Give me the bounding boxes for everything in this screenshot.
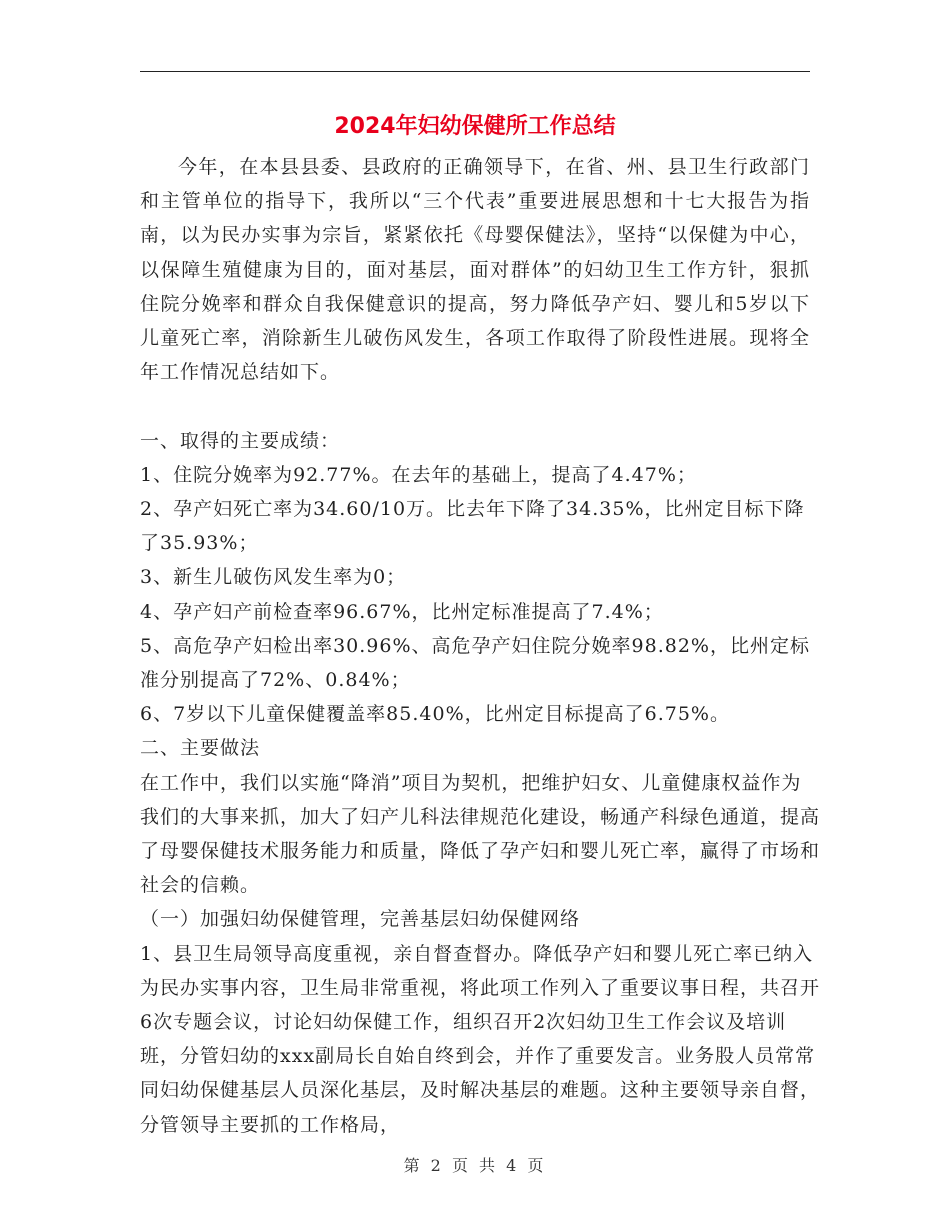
section-heading: 一、取得的主要成绩： <box>140 429 341 452</box>
body-paragraph: 在工作中，我们以实施“降消”项目为契机，把维护妇女、儿童健康权益作为我们的大事来抓，加大了妇产儿科法律规范化建设，畅通产科绿色通道，提高了母婴保健技术服务能力和质量，降低了孕产妇和婴儿死亡率，赢得了市场和社会的信赖。 <box>140 771 821 897</box>
intro-paragraph: 今年，在本县县委、县政府的正确领导下，在省、州、县卫生行政部门和主管单位的指导下，我所以“三个代表”重要进展思想和十七大报告为指南，以为民办实事为宗旨，紧紧依托《母婴保健法》，坚持“以保健为中心，以保障生殖健康为目的，面对基层，面对群体”的妇幼卫生工作方针，狠抓住院分娩率和群众自我保健意识的提高，努力降低孕产妇、婴儿和5岁以下儿童死亡率，消除新生儿破伤风发生，各项工作取得了阶段性进展。现将全年工作情况总结如下。 <box>140 156 810 384</box>
document-title: 2024年妇幼保健所工作总结 <box>334 114 616 139</box>
paragraph-spacer <box>140 389 820 423</box>
document-body <box>140 150 820 1142</box>
achievement-item: 6、7岁以下儿童保健覆盖率85.40%，比州定目标提高了6.75%。 <box>140 703 730 726</box>
header-rule <box>140 71 810 72</box>
section-heading: 二、主要做法 <box>140 737 261 760</box>
achievement-item: 1、住院分娩率为92.77%。在去年的基础上，提高了4.47%； <box>140 463 697 486</box>
page-footer: 第 2 页 共 4 页 <box>403 1156 547 1175</box>
achievement-item: 4、孕产妇产前检查率96.67%，比州定标准提高了7.4%； <box>140 600 664 623</box>
achievement-item: 3、新生儿破伤风发生率为0； <box>140 566 407 589</box>
achievement-item: 5、高危孕产妇检出率30.96%、高危孕产妇住院分娩率98.82%，比州定标准分别提高了72%、0.84%； <box>140 634 810 692</box>
body-paragraph: 1、县卫生局领导高度重视，亲自督查督办。降低孕产妇和婴儿死亡率已纳入为民办实事内容，卫生局非常重视，将此项工作列入了重要议事日程，共召开6次专题会议，讨论妇幼保健工作，组织召开2次妇幼卫生工作会议及培训班，分管妇幼的xxx副局长自始自终到会，并作了重要发言。业务股人员常常同妇幼保健基层人员深化基层，及时解决基层的难题。这种主要领导亲自督，分管领导主要抓的工作格局， <box>140 942 821 1136</box>
achievement-item: 2、孕产妇死亡率为34.60/10万。比去年下降了34.35%，比州定目标下降了35.93%； <box>140 498 805 555</box>
subsection-heading: （一）加强妇幼保健管理，完善基层妇幼保健网络 <box>140 908 581 931</box>
